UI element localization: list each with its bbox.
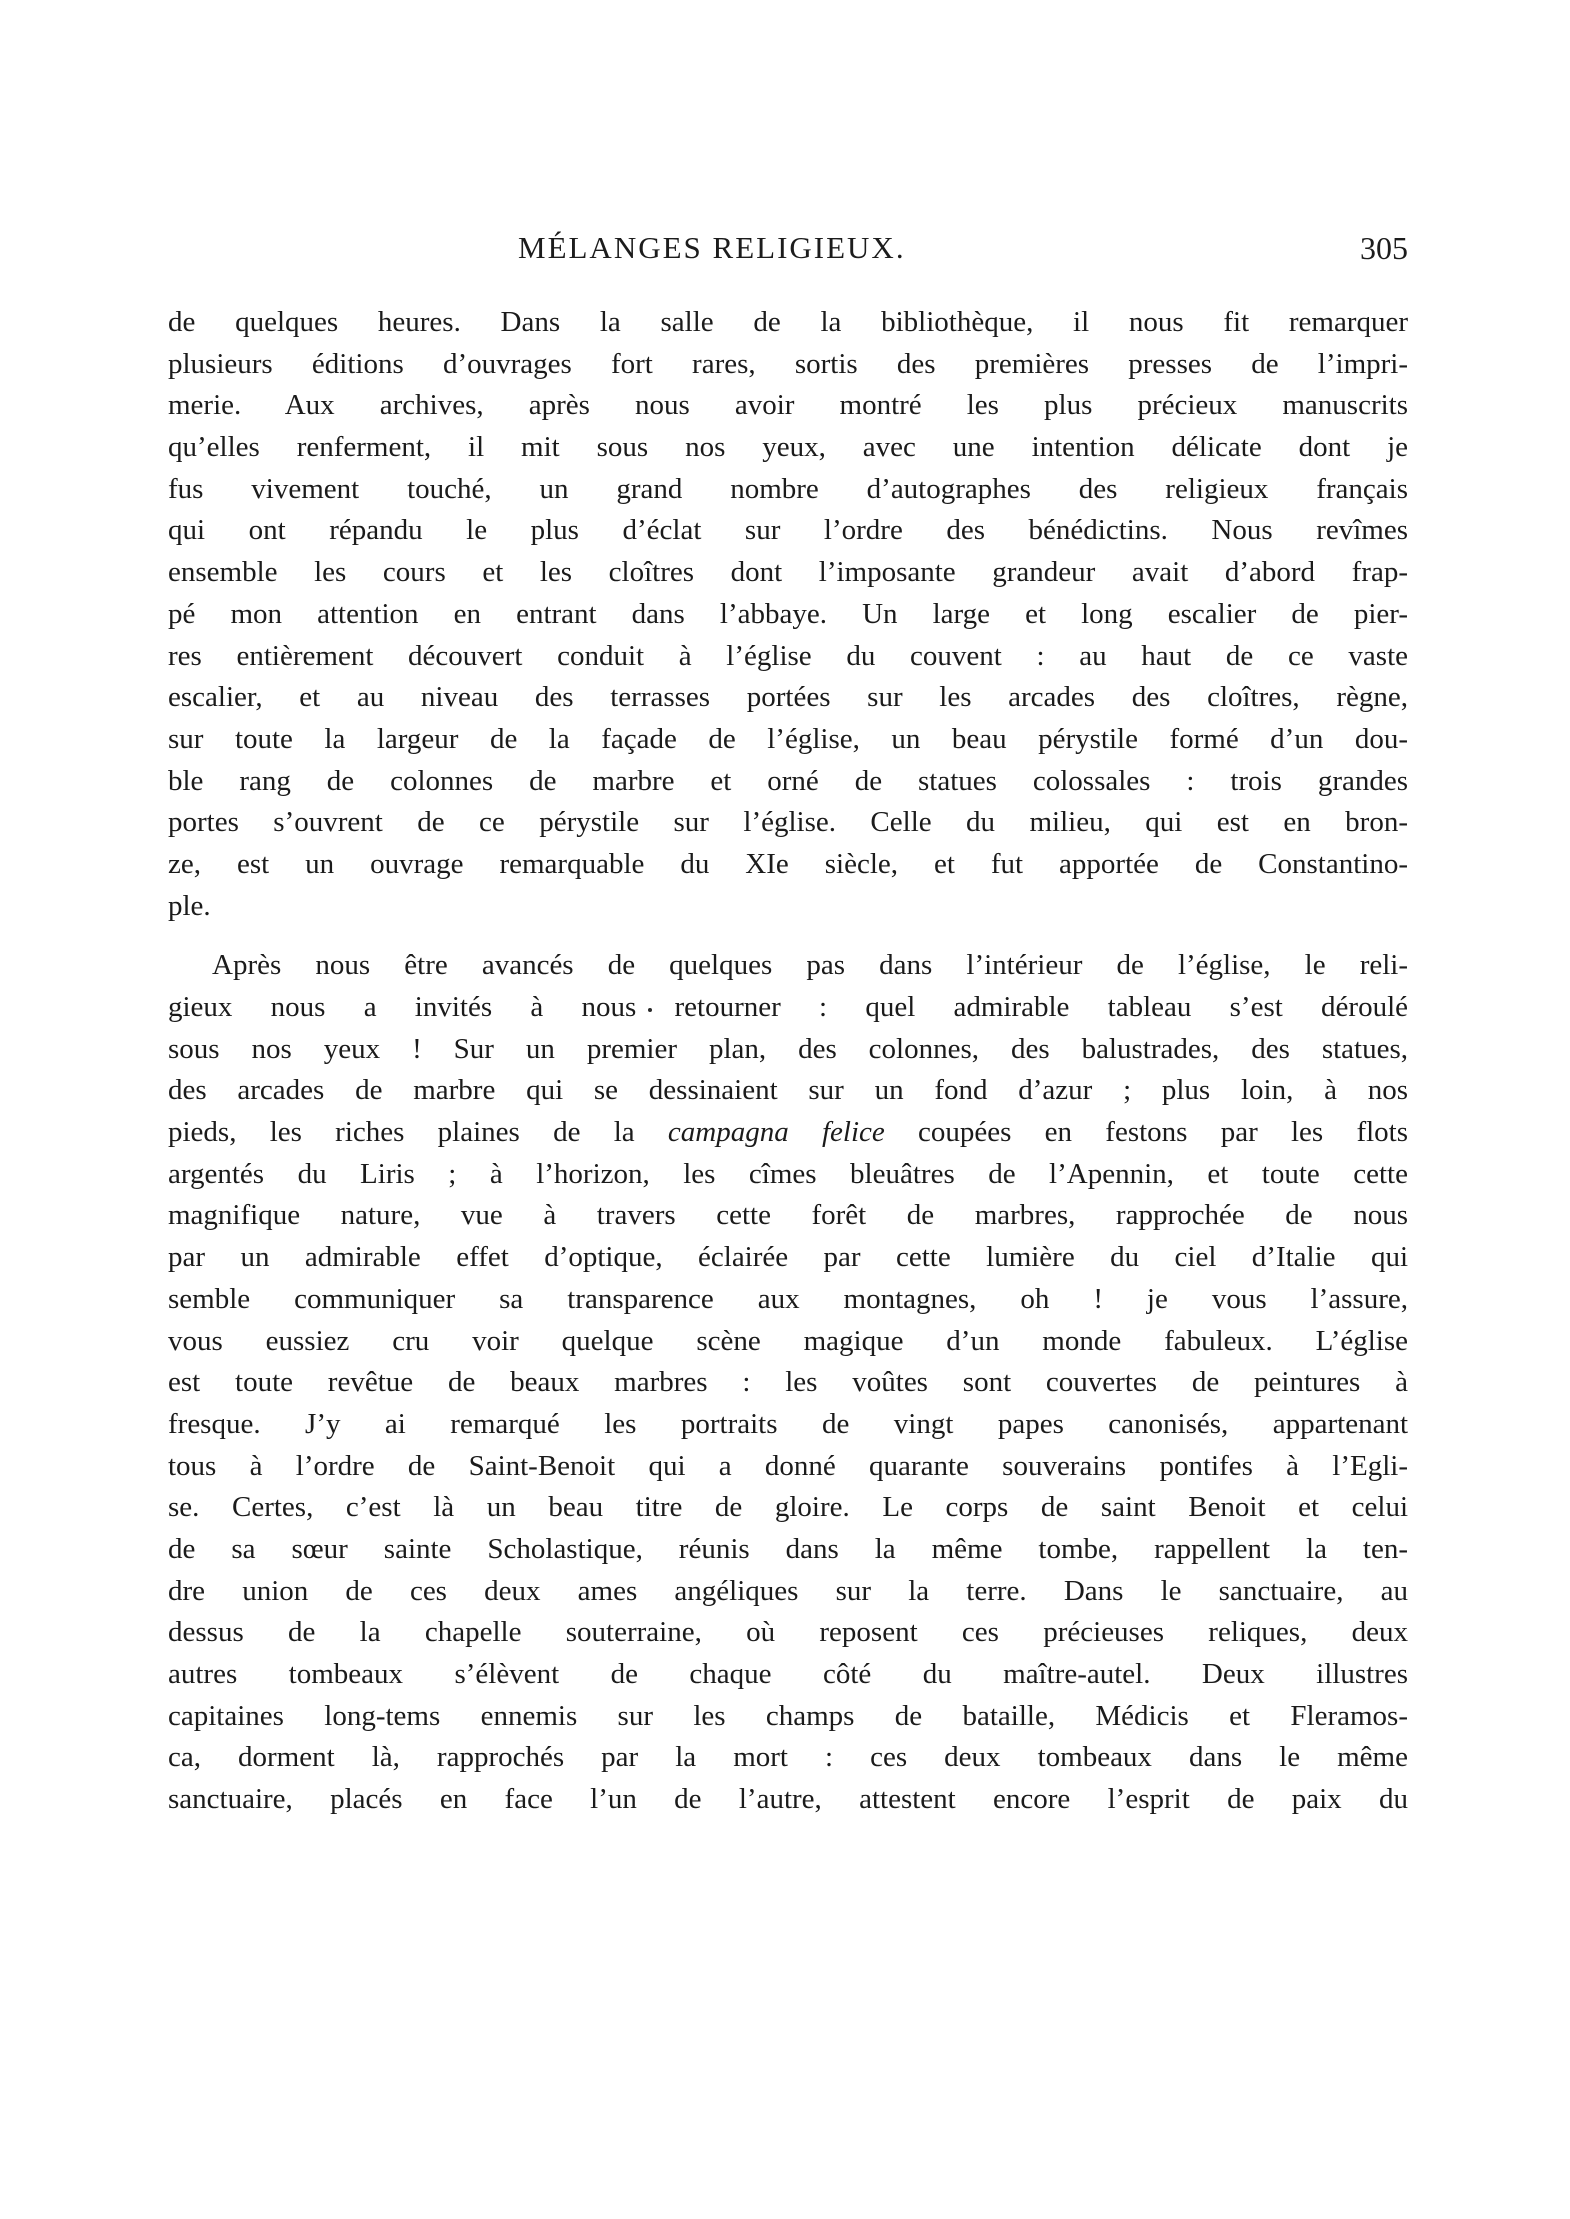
line-suffix: coupées en festons par les flots <box>918 1116 1408 1149</box>
text-line: par un admirable effet d’optique, éclairée par cette lumière du ciel d’Italie qui <box>168 1241 1408 1274</box>
text-line: Après nous être avancés de quelques pas dans l’intérieur de l’église, le reli- <box>212 949 1408 982</box>
running-head <box>168 230 1408 274</box>
text-line: se. Certes, c’est là un beau titre de gloire. Le corps de saint Benoit et celui <box>168 1491 1408 1524</box>
text-line: capitaines long-tems ennemis sur les champs de bataille, Médicis et Fleramos- <box>168 1699 1408 1732</box>
text-line: pé mon attention en entrant dans l’abbaye. Un large et long escalier de pier- <box>168 597 1408 630</box>
text-line: plusieurs éditions d’ouvrages fort rares, sortis des premières presses de l’impri- <box>168 347 1408 380</box>
text-line: tous à l’ordre de Saint-Benoit qui a donné quarante souverains pontifes à l’Egli- <box>168 1449 1408 1482</box>
text-line: semble communiquer sa transparence aux montagnes, oh ! je vous l’assure, <box>168 1282 1408 1315</box>
text-line: ensemble les cours et les cloîtres dont l’imposante grandeur avait d’abord frap- <box>168 556 1408 589</box>
text-line: est toute revêtue de beaux marbres : les voûtes sont couvertes de peintures à <box>168 1366 1408 1399</box>
line-prefix: pieds, les riches plaines de la <box>168 1116 635 1149</box>
italic-phrase: campagna felice <box>667 1116 885 1149</box>
text-line: sur toute la largeur de la façade de l’église, un beau pérystile formé d’un dou- <box>168 722 1408 755</box>
page-number: 305 <box>1360 230 1408 266</box>
text-line: gieux nous a invités à nous retourner : quel admirable tableau s’est déroulé <box>168 991 1408 1023</box>
text-line: fus vivement touché, un grand nombre d’autographes des religieux français <box>168 472 1408 505</box>
text-line: ca, dorment là, rapprochés par la mort : ces deux tombeaux dans le même <box>168 1741 1408 1774</box>
text-line: magnifique nature, vue à travers cette forêt de marbres, rapprochée de nous <box>168 1199 1408 1232</box>
text-line: ble rang de colonnes de marbre et orné de statues colossales : trois grandes <box>168 764 1408 797</box>
text-line: de sa sœur sainte Scholastique, réunis dans la même tombe, rappellent la ten- <box>168 1532 1408 1565</box>
text-line: qui ont répandu le plus d’éclat sur l’ordre des bénédictins. Nous revîmes <box>168 514 1408 547</box>
text-line: autres tombeaux s’élèvent de chaque côté du maître-autel. Deux illustres <box>168 1658 1408 1690</box>
paragraph-2 <box>168 945 1408 1820</box>
text-line: ze, est un ouvrage remarquable du XIe siècle, et fut apportée de Constantino- <box>168 847 1408 880</box>
text-line-with-italic <box>168 1112 1408 1154</box>
paragraph-1 <box>168 302 1408 927</box>
text-line: argentés du Liris ; à l’horizon, les cîmes bleuâtres de l’Apennin, et toute cette <box>168 1157 1408 1190</box>
text-line: fresque. J’y ai remarqué les portraits de vingt papes canonisés, appartenant <box>168 1407 1408 1440</box>
body-text <box>168 302 1408 1821</box>
text-line: des arcades de marbre qui se dessinaient sur un fond d’azur ; plus loin, à nos <box>168 1074 1408 1107</box>
text-line: sanctuaire, placés en face l’un de l’autre, attestent encore l’esprit de paix du <box>168 1783 1408 1816</box>
text-line: escalier, et au niveau des terrasses portées sur les arcades des cloîtres, règne, <box>168 681 1408 714</box>
text-line: merie. Aux archives, après nous avoir montré les plus précieux manuscrits <box>168 389 1408 422</box>
text-line: vous eussiez cru voir quelque scène magique d’un monde fabuleux. L’église <box>168 1324 1408 1357</box>
text-line: portes s’ouvrent de ce pérystile sur l’église. Celle du milieu, qui est en bron- <box>168 806 1408 839</box>
text-line: de quelques heures. Dans la salle de la bibliothèque, il nous fit remarquer <box>168 306 1408 338</box>
text-line: dre union de ces deux ames angéliques sur la terre. Dans le sanctuaire, au <box>168 1574 1408 1607</box>
text-line: sous nos yeux ! Sur un premier plan, des colonnes, des balustrades, des statues, <box>168 1032 1408 1065</box>
text-line: res entièrement découvert conduit à l’église du couvent : au haut de ce vaste <box>168 639 1408 672</box>
running-title: MÉLANGES RELIGIEUX. <box>518 230 906 265</box>
text-line: qu’elles renferment, il mit sous nos yeux, avec une intention délicate dont je <box>168 431 1408 464</box>
text-line: ple. <box>168 889 211 922</box>
text-line: dessus de la chapelle souterraine, où reposent ces précieuses reliques, deux <box>168 1616 1408 1649</box>
